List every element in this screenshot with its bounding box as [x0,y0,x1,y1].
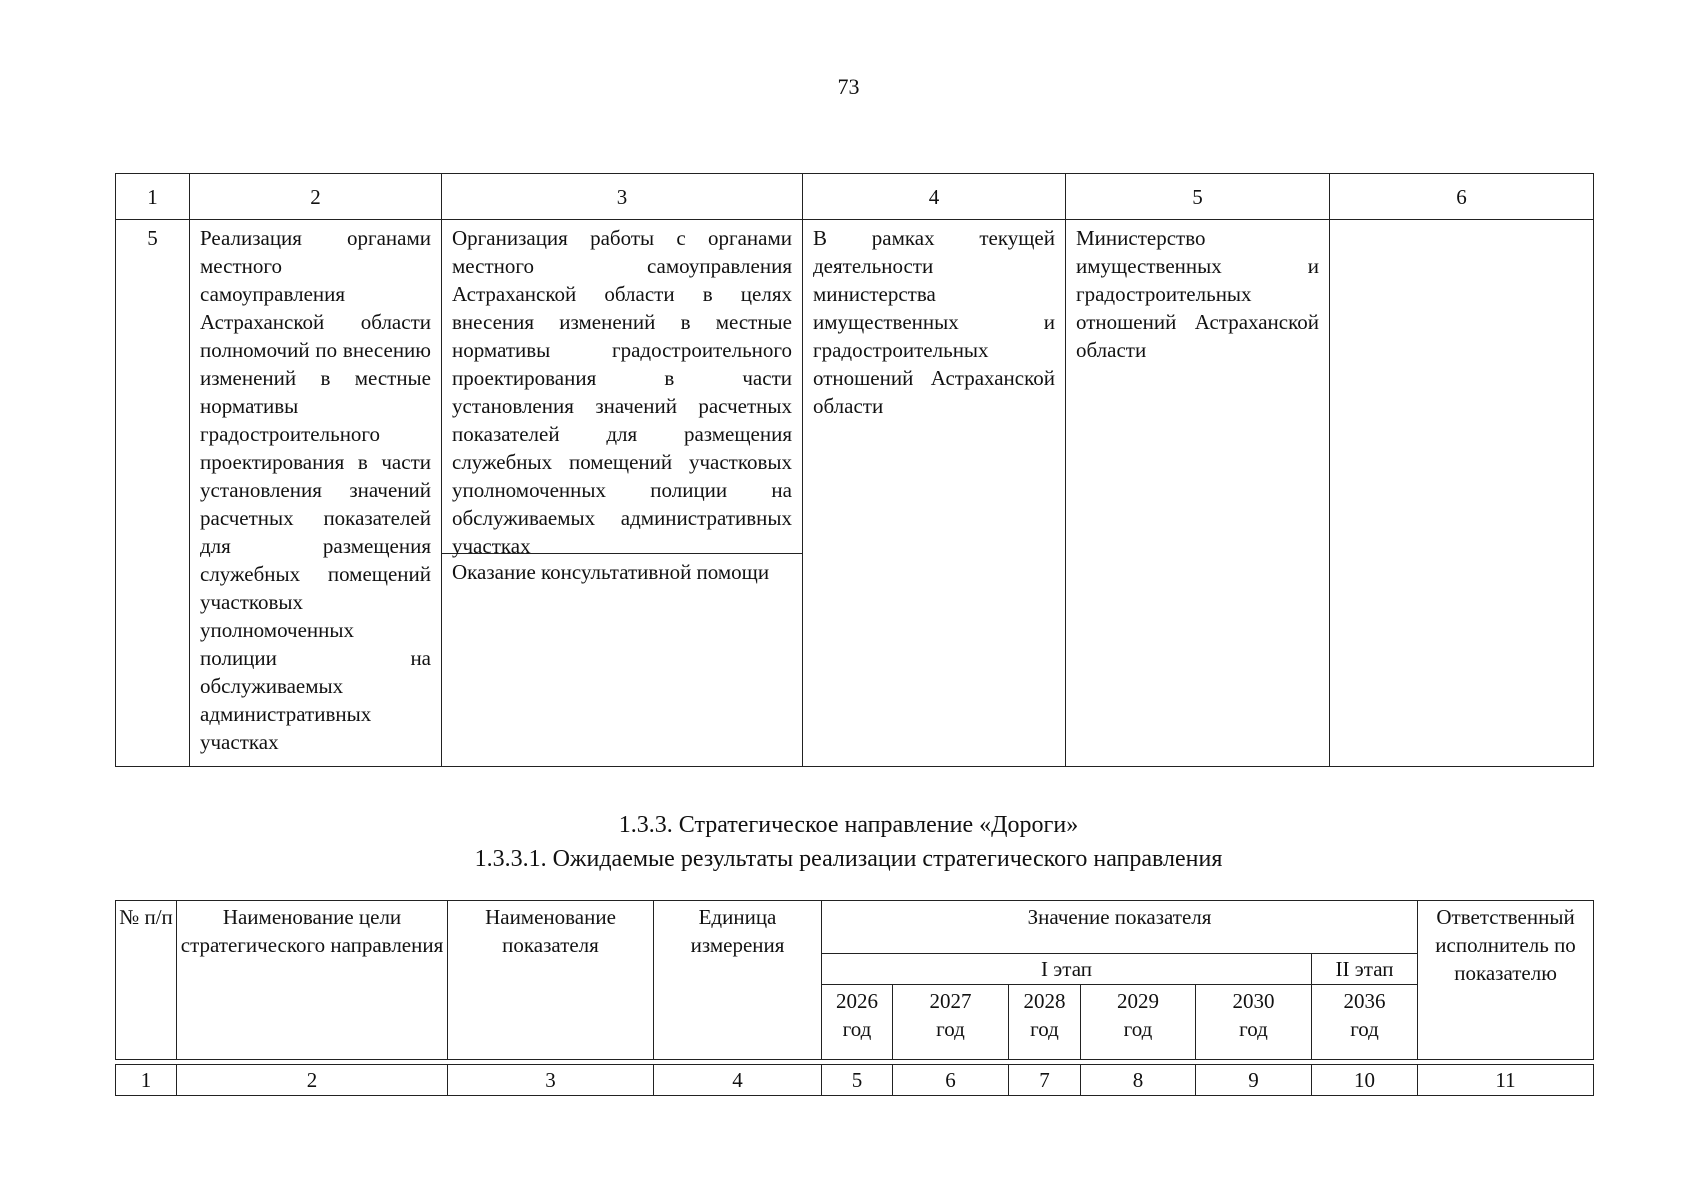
column-number: 3 [448,1065,654,1096]
header-responsible: Ответственный исполнитель по показателю [1418,901,1594,1060]
header-stage-2: II этап [1312,954,1418,985]
column-number: 2 [190,174,442,220]
column-number: 6 [1330,174,1594,220]
header-year: 2028 год [1009,985,1081,1060]
header-indicator: Наименование показателя [448,901,654,1060]
header-stage-1: I этап [822,954,1312,985]
action-item: Организация работы с органами местного самоуправления Астраханской области в целях внесения изменений в местные нормативы градостроительного проектирования в части установления значений расчетных показателей для размещения служебных помещений участковых уполномоченных полиции на обслуживаемых административных участках [442,220,802,554]
funding-cell: В рамках текущей деятельности министерства имущественных и градостроительных отношений Астраханской области [803,220,1066,767]
header-year: 2026 год [822,985,893,1060]
measures-table [115,173,1594,767]
actions-cell [442,220,803,767]
column-number: 8 [1081,1065,1196,1096]
section-subtitle: 1.3.3.1. Ожидаемые результаты реализации стратегического направления [474,846,1223,872]
header-goal: Наименование цели стратегического направления [177,901,448,1060]
column-number: 4 [654,1065,822,1096]
header-unit: Единица измерения [654,901,822,1060]
column-number: 3 [442,174,803,220]
header-year: 2030 год [1196,985,1312,1060]
header-value: Значение показателя [822,901,1418,954]
empty-cell [1330,220,1594,767]
column-number: 1 [116,174,190,220]
table-header-row [116,174,1594,220]
table-row [116,220,1594,767]
column-number: 7 [1009,1065,1081,1096]
column-number: 1 [116,1065,177,1096]
column-number: 4 [803,174,1066,220]
column-number: 6 [893,1065,1009,1096]
row-number: 5 [116,220,190,767]
column-number: 9 [1196,1065,1312,1096]
executor-cell: Министерство имущественных и градостроительных отношений Астраханской области [1066,220,1330,767]
table-header-row [116,901,1594,954]
page-number: 73 [837,74,860,99]
results-table [115,900,1594,1096]
column-number: 11 [1418,1065,1594,1096]
header-year: 2029 год [1081,985,1196,1060]
section-title: 1.3.3. Стратегическое направление «Дороги» [618,812,1079,838]
header-year: 2027 год [893,985,1009,1060]
header-year: 2036 год [1312,985,1418,1060]
column-number: 2 [177,1065,448,1096]
measure-name-cell: Реализация органами местного самоуправления Астраханской области полномочий по внесению изменений в местные нормативы градостроительного проектирования в части установления значений расчетных показателей для размещения служебных помещений участковых уполномоченных полиции на обслуживаемых административных участках [190,220,442,767]
column-number: 5 [1066,174,1330,220]
column-number: 10 [1312,1065,1418,1096]
action-item: Оказание консультативной помощи [452,560,770,584]
column-number: 5 [822,1065,893,1096]
header-num: № п/п [116,901,177,1060]
column-numbers-row [116,1065,1594,1096]
